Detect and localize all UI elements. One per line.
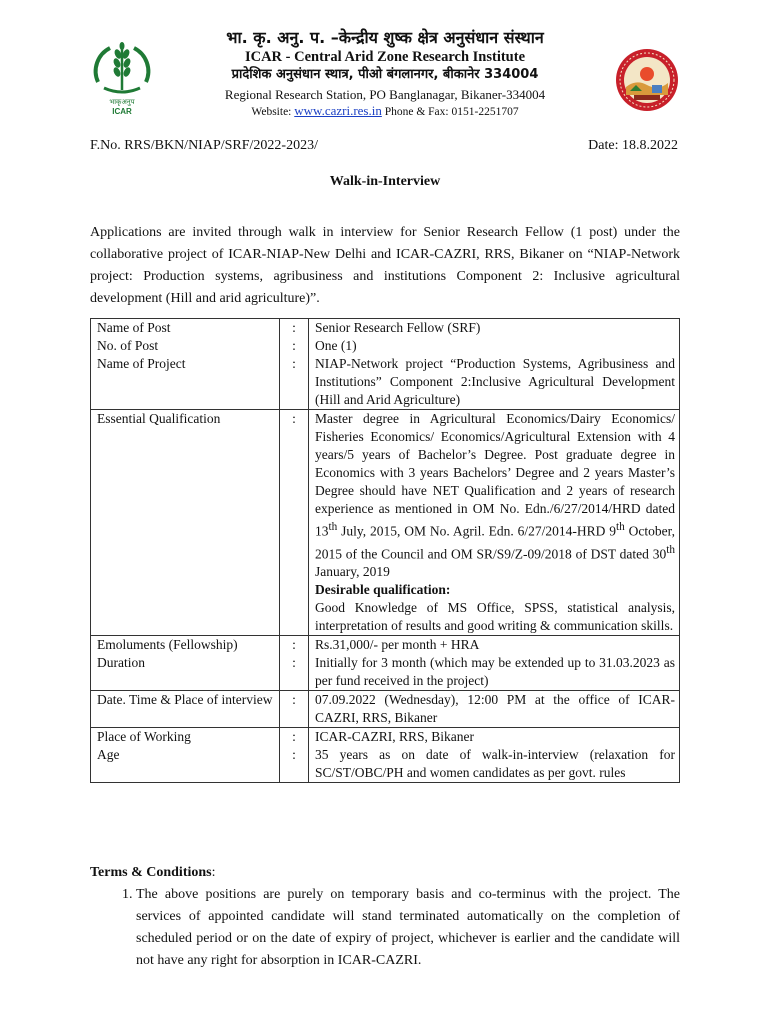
terms-section — [90, 862, 680, 972]
terms-heading-line — [90, 862, 680, 884]
colon: : — [292, 320, 296, 335]
label-name-of-project: Name of Project — [97, 356, 186, 371]
table-row — [91, 410, 680, 636]
colon: : — [292, 729, 296, 744]
desirable-text: Good Knowledge of MS Office, SPSS, statistical analysis, interpretation of results and good writing & communication skills. — [315, 600, 675, 633]
row-value — [309, 636, 680, 691]
station-address: Regional Research Station, PO Banglanagar, Bikaner-334004 — [224, 87, 546, 102]
label-interview: Date. Time & Place of interview — [91, 691, 280, 728]
value-name-of-project: NIAP-Network project “Production Systems, Agribusiness and Institutions” Component 2:Inclusive Agricultural Development (Hill and Arid Agriculture) — [315, 356, 675, 407]
value-place-of-working: ICAR-CAZRI, RRS, Bikaner — [315, 729, 475, 744]
value-emoluments: Rs.31,000/- per month + HRA — [315, 637, 480, 652]
institute-name: ICAR - Central Arid Zone Research Institute — [244, 49, 526, 65]
logo-icar-text: ICAR — [112, 107, 132, 116]
contact-line — [160, 103, 610, 120]
colon: : — [280, 691, 309, 728]
colon: : — [292, 637, 296, 652]
colon: : — [280, 410, 309, 636]
desirable-heading: Desirable qualification: — [315, 582, 451, 597]
value-duration: Initially for 3 month (which may be extended up to 31.03.2023 as per fund received in the project) — [315, 655, 675, 688]
row-value — [309, 728, 680, 783]
value-essential-qualification — [309, 410, 680, 636]
cazri-logo — [614, 47, 680, 113]
colon: : — [292, 338, 296, 353]
notice-title: Walk-in-Interview — [329, 174, 441, 189]
label-place-of-working: Place of Working — [97, 729, 191, 744]
phone-fax: Phone & Fax: 0151-2251707 — [384, 106, 519, 118]
terms-list — [90, 884, 680, 972]
letter-date: Date: 18.8.2022 — [588, 138, 678, 153]
row-colon — [280, 319, 309, 410]
row-label — [91, 728, 280, 783]
table-row — [91, 691, 680, 728]
colon: : — [292, 356, 296, 371]
icar-logo — [90, 38, 154, 116]
label-no-of-post: No. of Post — [97, 338, 159, 353]
value-name-of-post: Senior Research Fellow (SRF) — [315, 320, 481, 335]
row-label — [91, 636, 280, 691]
table-row — [91, 636, 680, 691]
colon: : — [292, 655, 296, 670]
row-colon — [280, 636, 309, 691]
post-details-table — [90, 318, 680, 783]
intro-paragraph: Applications are invited through walk in interview for Senior Research Fellow (1 post) under the collaborative project of ICAR-NIAP-New Delhi and ICAR-CAZRI, RRS, Bikaner on “NIAP-Network project: Production systems, agribusiness and institutions Component 2: Inclusive agricultural development (Hill and arid agriculture)”. — [90, 225, 680, 306]
colon: : — [292, 747, 296, 762]
qualification-text: Master degree in Agricultural Economics/Dairy Economics/ Fisheries Economics/ Economics/Agricultural Extension with 4 years/5 years of Bachelor’s Degree. Post graduate degree in Economics with 3 years Bachelors’ Degree and 2 years Master’s Degree should have NET Qualification and 2 years of research experience as mentioned in OM No. Edn./6/27/2014/HRD dated 13th July, 2015, OM No. Agril. Edn. 6/27/2014-HRD 9th October, 2015 of the Council and OM SR/S9/Z-09/2018 of DST dated 30th January, 2019 — [315, 411, 675, 579]
letterhead — [160, 28, 610, 120]
table-row — [91, 319, 680, 410]
institute-name-hindi: भा. कृ. अनु. प. –केन्द्रीय शुष्क क्षेत्र अनुसंधान संस्थान — [226, 28, 544, 47]
label-emoluments: Emoluments (Fellowship) — [97, 637, 238, 652]
terms-heading-colon: : — [211, 865, 216, 880]
table-row — [91, 728, 680, 783]
station-name-hindi: प्रादेशिक अनुसंधान स्थात्र, पीओ बंगलानगर, बीकानेर 334004 — [231, 67, 539, 82]
terms-heading: Terms & Conditions — [90, 865, 212, 880]
label-essential-qualification: Essential Qualification — [91, 410, 280, 636]
row-colon — [280, 728, 309, 783]
list-item: 1. The above positions are purely on temporary basis and co-terminus with the project. The services of appointed candidate will stand terminated automatically on the completion of scheduled period or on the date of expiry of project, whichever is earlier and the candidate will not have any right for absorption in ICAR-CAZRI. — [136, 884, 680, 972]
label-name-of-post: Name of Post — [97, 320, 171, 335]
value-age: 35 years as on date of walk-in-interview (relaxation for SC/ST/OBC/PH and women candidates as per govt. rules — [315, 747, 675, 780]
logo-hindi-text: भाकृअनुप — [109, 98, 135, 106]
label-duration: Duration — [97, 655, 145, 670]
row-label — [91, 319, 280, 410]
row-value — [309, 319, 680, 410]
value-no-of-post: One (1) — [315, 338, 357, 353]
file-number: F.No. RRS/BKN/NIAP/SRF/2022-2023/ — [90, 138, 318, 153]
website-label: Website: — [251, 106, 292, 118]
label-age: Age — [97, 747, 120, 762]
website-link[interactable]: www.cazri.res.in — [294, 103, 382, 118]
value-interview: 07.09.2022 (Wednesday), 12:00 PM at the office of ICAR-CAZRI, RRS, Bikaner — [309, 691, 680, 728]
